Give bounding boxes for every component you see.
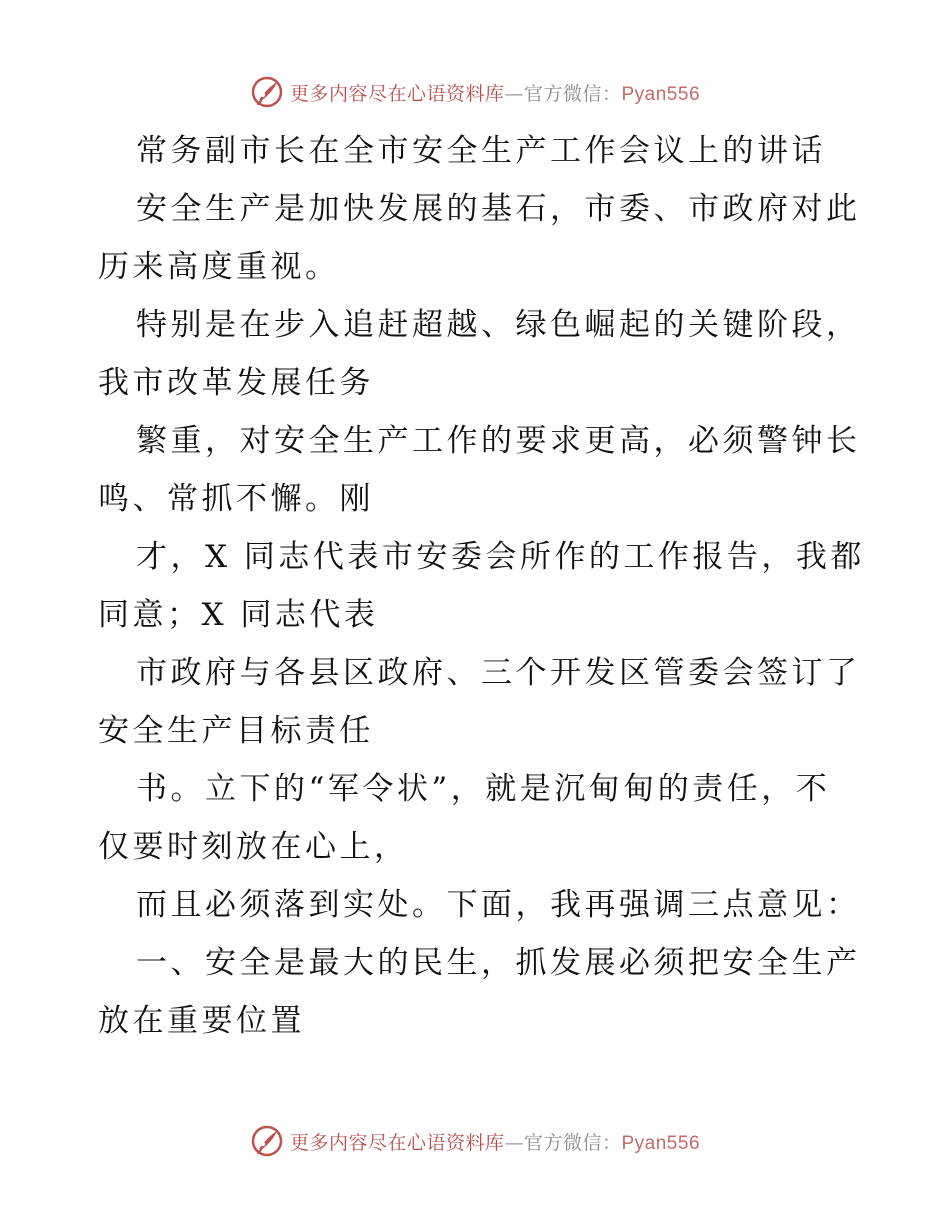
watermark-contact-id: Pyan556 (621, 83, 701, 105)
text-line: 安全生产目标责任 (98, 713, 374, 749)
text-line: 才，X 同志代表市安委会所作的工作报告，我都 (136, 539, 865, 575)
speech-body (98, 122, 865, 1050)
watermark-contact-id: Pyan556 (621, 1132, 701, 1154)
watermark-text (290, 1128, 700, 1155)
text-line: 仅要时刻放在心上， (98, 829, 409, 865)
watermark-site: 更多内容尽在心语资料库 (289, 82, 505, 105)
footer-watermark (0, 1121, 950, 1161)
watermark-contact-label: 官方微信： (523, 1131, 622, 1154)
quill-logo-icon (250, 75, 284, 109)
watermark-contact-label: 官方微信： (523, 82, 622, 105)
text-line: 鸣、常抓不懈。刚 (98, 481, 374, 517)
text-line: 市政府与各县区政府、三个开发区管委会签订了 (136, 655, 861, 691)
watermark-site: 更多内容尽在心语资料库 (289, 1131, 505, 1154)
text-line: 我市改革发展任务 (98, 365, 374, 401)
text-line: 而且必须落到实处。下面，我再强调三点意见： (136, 887, 861, 923)
text-line: 一、安全是最大的民生，抓发展必须把安全生产 (136, 945, 861, 981)
text-line: 同意；X 同志代表 (98, 597, 379, 633)
text-line: 特别是在步入追赶超越、绿色崛起的关键阶段， (136, 307, 861, 343)
text-line: 放在重要位置 (98, 1003, 305, 1039)
text-line: 书。立下的“军令状”，就是沉甸甸的责任，不 (136, 771, 831, 807)
text-line: 安全生产是加快发展的基石，市委、市政府对此 (136, 191, 861, 227)
text-line: 历来高度重视。 (98, 249, 340, 285)
text-line: 繁重，对安全生产工作的要求更高，必须警钟长 (136, 423, 861, 459)
watermark-dash: — (504, 82, 524, 105)
header-watermark (0, 72, 950, 112)
text-line: 常务副市长在全市安全生产工作会议上的讲话 (136, 133, 826, 169)
watermark-text (290, 79, 700, 106)
watermark-dash: — (504, 1131, 524, 1154)
quill-logo-icon (250, 1124, 284, 1158)
